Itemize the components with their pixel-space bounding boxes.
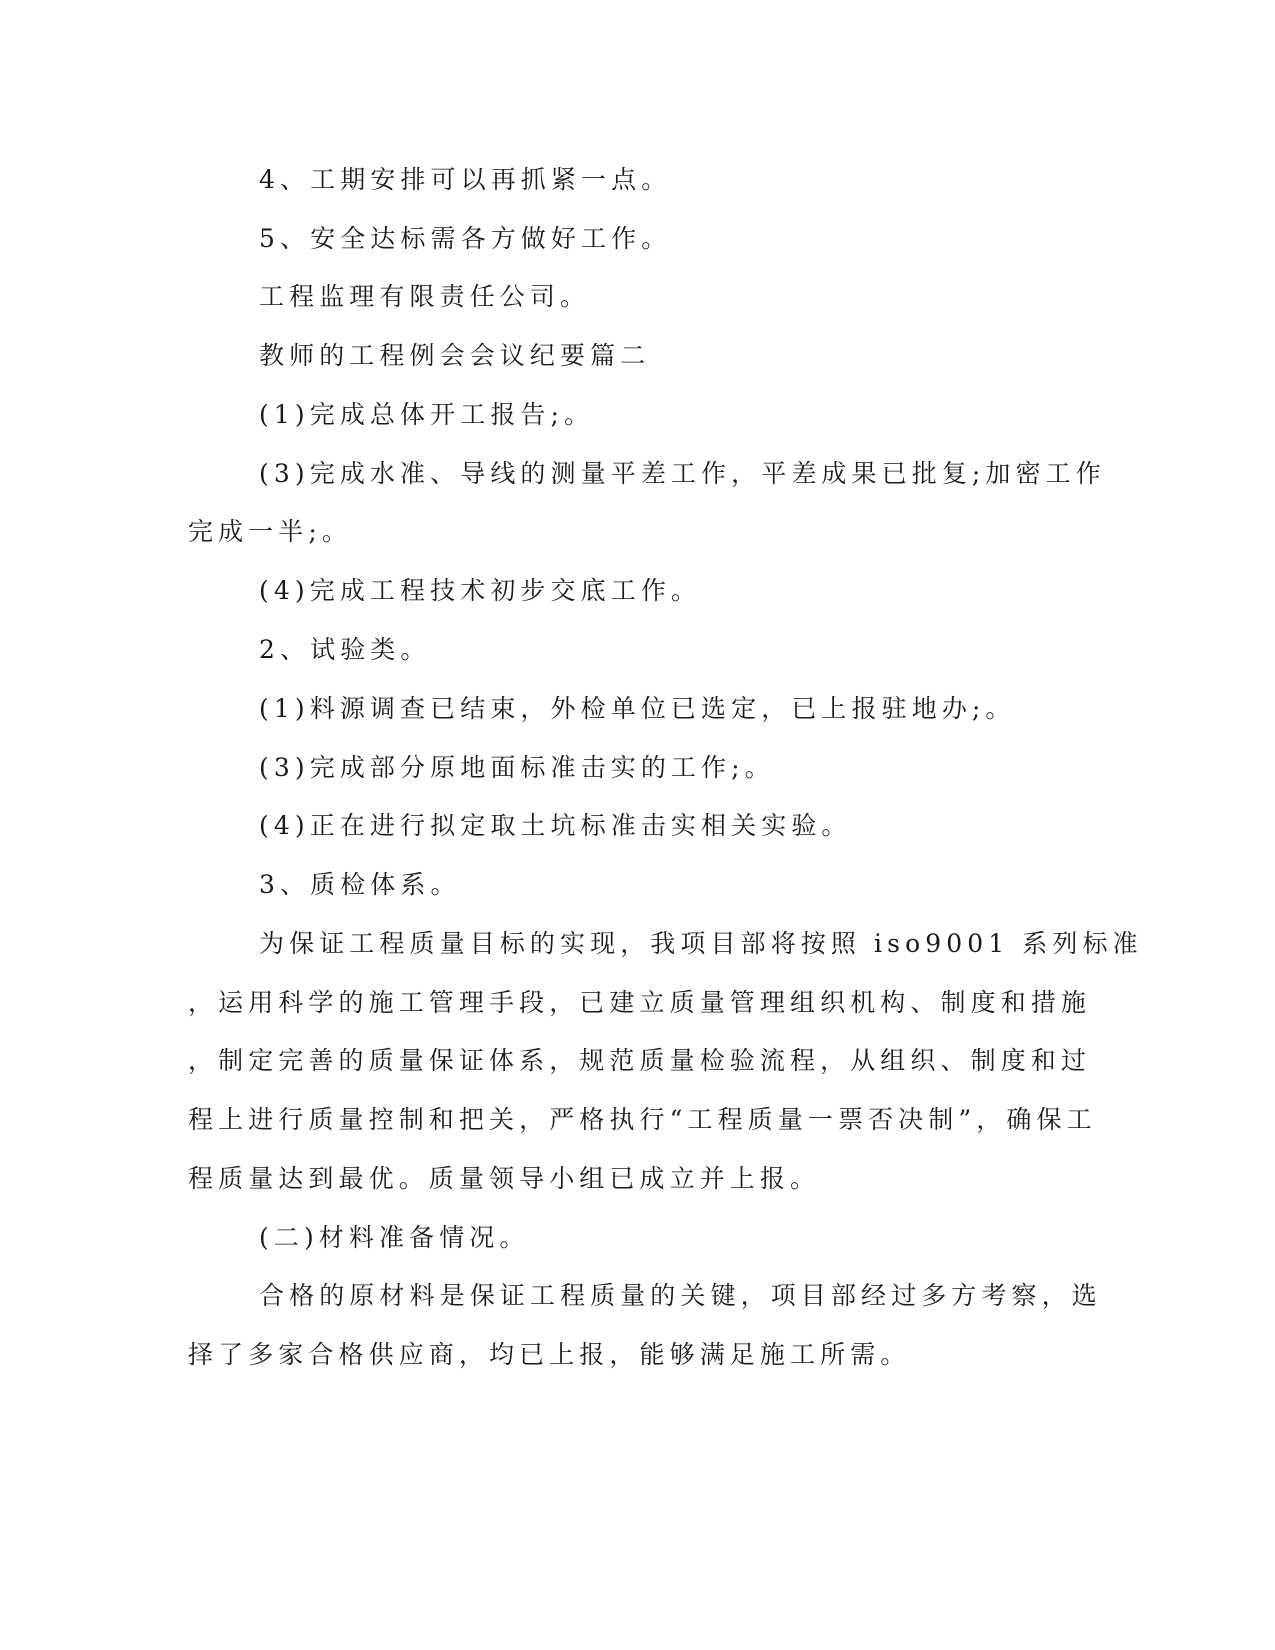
section-heading: 教师的工程例会会议纪要篇二 [259,341,651,370]
text-line: 程上进行质量控制和把关，严格执行“工程质量一票否决制”，确保工 [188,1105,1097,1134]
text-line: (4)正在进行拟定取土坑标准击实相关实验。 [259,811,852,840]
text-line: 为保证工程质量目标的实现，我项目部将按照 iso9001 系列标准 [259,929,1143,958]
text-line: (二)材料准备情况。 [259,1223,530,1252]
text-line: ，运用科学的施工管理手段，已建立质量管理组织机构、制度和措施 [188,988,1092,1017]
text-line: (3)完成水准、导线的测量平差工作，平差成果已批复;加密工作 [259,459,1106,488]
text-line: 择了多家合格供应商，均已上报，能够满足施工所需。 [188,1340,911,1369]
text-line: (3)完成部分原地面标准击实的工作;。 [259,753,775,782]
text-line: (4)完成工程技术初步交底工作。 [259,576,702,605]
text-line-schedule: 4、工期安排可以再抓紧一点。 [259,165,672,194]
text-line: (1)完成总体开工报告;。 [259,400,595,429]
text-line-safety: 5、安全达标需各方做好工作。 [259,224,672,253]
text-line-company: 工程监理有限责任公司。 [259,282,591,311]
text-line: ，制定完善的质量保证体系，规范质量检验流程，从组织、制度和过 [188,1046,1092,1075]
text-line: (1)料源调查已结束，外检单位已选定，已上报驻地办;。 [259,694,1016,723]
text-line: 3、质检体系。 [259,870,461,899]
text-line: 合格的原材料是保证工程质量的关键，项目部经过多方考察，选 [259,1281,1102,1310]
text-line: 程质量达到最优。质量领导小组已成立并上报。 [188,1164,821,1193]
text-line: 2、试验类。 [259,635,431,664]
text-line: 完成一半;。 [188,517,353,546]
